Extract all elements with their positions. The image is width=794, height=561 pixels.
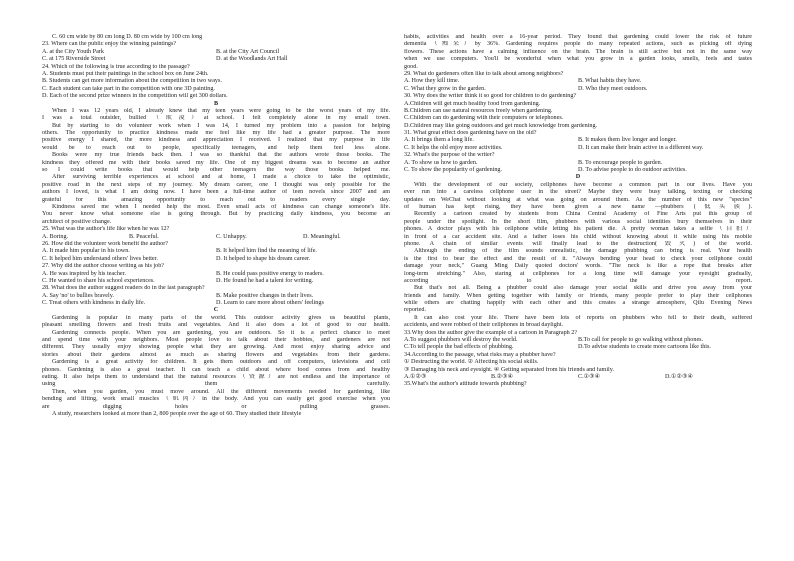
q27-options-row1 bbox=[42, 271, 390, 278]
q34-items-2: ③ Damaging his neck and eyesight. ④ Getting separated from his friends and family. bbox=[404, 366, 614, 373]
passage-line: phones. Gardening is also a great teacher. It can teach a child about where food comes from and healthy bbox=[42, 366, 390, 373]
passage-line: stories about their gardens almost as much as sharing flowers and vegetables from their gardens. bbox=[42, 351, 390, 358]
q33-options-row2 bbox=[404, 344, 752, 351]
q31-option-a[interactable]: A. It brings them a long life. bbox=[404, 137, 474, 144]
passage-d bbox=[404, 182, 752, 330]
passage-line: different. They usually enjoy showing people what they are growing. And most enjoy sharing advice and bbox=[42, 344, 390, 351]
q25-stem: 25. What was the author's life like when he was 12? bbox=[42, 226, 170, 233]
q23-stem: 23. Where can the public enjoy the winning paintings? bbox=[42, 41, 177, 48]
passage-line: Although the ending of the film sounds unrealistic, the damage phubbing can bring is real. Your health bbox=[414, 248, 752, 255]
q33-option-a[interactable]: A.To suggest phubbers will destroy the world. bbox=[404, 337, 518, 344]
passage-line: in front of a car accident site. And a father loses his child without knowing about it while using his mobile bbox=[404, 233, 752, 240]
q23-options-row1 bbox=[42, 49, 390, 56]
passage-line: architect of positive change. bbox=[42, 218, 112, 225]
q34-items-1: ① Destructing the world. ② Affecting his social skills. bbox=[404, 359, 539, 366]
q29-options-row2 bbox=[404, 86, 752, 93]
q32-option-c[interactable]: C. To show the popularity of gardening. bbox=[404, 167, 503, 174]
passage-line: Then, when you garden, you must move around. All the different movements needed for gardening, like bbox=[52, 388, 390, 395]
q27-option-a[interactable]: A. He was inspired by his teacher. bbox=[42, 270, 126, 277]
passage-line: eating. It also helps them to understand that the natural resources（资源）are not endless and the importance of bbox=[42, 373, 390, 380]
q28-option-b[interactable]: B. Make positive changes in their lives. bbox=[216, 292, 314, 299]
passage-line: so I could write books that would help other teenagers the way those books helped me. bbox=[42, 167, 390, 174]
q25-options bbox=[42, 234, 390, 241]
passage-line: using them carefully. bbox=[42, 381, 390, 388]
passage-line: phones. A doctor plays with his cellphone while letting his patient die. A pretty woman takes a selfie（自拍） bbox=[404, 226, 752, 233]
passage-line: You never know what someone else is going through. But by practicing daily kindness, you become an bbox=[42, 211, 390, 218]
passage-line: friends and family. When getting together with family or friends, many people prefer to play their cellphones bbox=[404, 292, 752, 299]
q27-option-d[interactable]: D. He found he had a talent for writing. bbox=[216, 277, 314, 284]
passage-line: and spend time with your neighbors. Most people love to talk about their hobbies, and gardeners are not bbox=[42, 337, 390, 344]
q23-option-c[interactable]: C. at 175 Riverside Street bbox=[42, 56, 106, 63]
passage-line: when we use computers. You'll be wonderful when what you grow in a garden looks, smells, feels and tastes bbox=[404, 56, 752, 63]
q31-option-d[interactable]: D. It can make their brain active in a different way. bbox=[578, 144, 704, 151]
q26-option-d[interactable]: D. It helped to shape his dream career. bbox=[216, 255, 311, 262]
q26-options-row2 bbox=[42, 256, 390, 263]
q31-option-c[interactable]: C. It helps the old enjoy more activities. bbox=[404, 144, 503, 151]
left-column bbox=[42, 34, 390, 418]
passage-line: damage your neck," Guang Ming Daily quoted doctors' words. "The neck is like a rope that breaks after bbox=[404, 263, 752, 270]
passage-line: Gardening connects people. When you are gardening, you are outdoors. So it is a perfect chance to meet bbox=[52, 329, 390, 336]
passage-line: Gardening is a great activity for children. It gets them outdoors and off computers, televisions and cell bbox=[52, 359, 390, 366]
q24-option-a[interactable]: A. Students must put their paintings in the school box on June 24th. bbox=[42, 70, 209, 77]
passage-line: good. bbox=[404, 63, 418, 70]
q30-option-b[interactable]: B.Children can use natural resources freely when gardening. bbox=[404, 107, 553, 114]
q25-option-d[interactable]: D. Meaningful. bbox=[303, 233, 341, 240]
passage-b bbox=[42, 108, 390, 226]
passage-line: bending and lifting, work small muscles（肌肉）in the body. And you can easily get good exercise when you bbox=[42, 396, 390, 403]
q26-option-b[interactable]: B. It helped him find the meaning of life. bbox=[216, 248, 317, 255]
q23-option-d[interactable]: D. at the Woodlands Art Hall bbox=[216, 56, 288, 63]
passage-c bbox=[42, 315, 390, 418]
passage-line: authors I loved, is what I am doing now. I have been a full-time author of teen novels since 2007 and am bbox=[42, 189, 390, 196]
passage-line: flowers. These actions have a calming influence on the brain. The brain is still active but not in the same way bbox=[404, 48, 752, 55]
passage-line: people under the spotlight. In the short film, phubbers with various social identities bury themselves in their bbox=[404, 218, 752, 225]
q25-option-a[interactable]: A. Boring. bbox=[42, 233, 69, 240]
q33-stem: 33.Why does the author give the example of a cartoon in Paragraph 2? bbox=[404, 329, 578, 336]
q32-option-a[interactable]: A. To show us how to garden. bbox=[404, 159, 478, 166]
passage-line: phone. A chain of similar events will finally lead to the destruction(毁灭) of the world. bbox=[404, 240, 752, 247]
passage-line: With the development of our society, cellphones have become a common part in our lives. Have you bbox=[414, 181, 752, 188]
passage-line: When I was 12 years old, I already knew that my teen years were going to be the worst years of my life. bbox=[52, 107, 390, 114]
q30-option-c[interactable]: C.Children can do gardening with their computers or telephones. bbox=[404, 115, 564, 122]
q30-stem: 30. Why does the writer think it so good for children to do gardening? bbox=[404, 93, 577, 100]
passage-line: Gardening is popular in many parts of the world. This outdoor activity gives us beautiful plants, bbox=[52, 314, 390, 321]
q28-options-row1 bbox=[42, 293, 390, 300]
passage-line: But by starting to do volunteer work when I was 14, I turned my problem into a passion for helping bbox=[52, 122, 390, 129]
q32-options-row1 bbox=[404, 160, 752, 167]
passage-line: grateful for this amazing opportunity to reach out to readers every single day. bbox=[42, 196, 390, 203]
passage-line: updates on WeChat without looking at what was going on around them. As the number of this new "species" bbox=[404, 196, 752, 203]
q26-option-c[interactable]: C. It helped him understand others' lives better. bbox=[42, 255, 158, 262]
q31-options-row1 bbox=[404, 137, 752, 144]
q23-option-b[interactable]: B. at the City Art Council bbox=[216, 48, 280, 55]
passage-line: is the first to bear the effect and the result of it. "Always bending your head to check your cellphone could bbox=[404, 255, 752, 262]
q29-option-d[interactable]: D. Who they meet outdoors. bbox=[578, 85, 648, 92]
q33-option-d[interactable]: D.To advise students to create more cartoons like this. bbox=[578, 344, 711, 351]
q31-stem: 31. What great effect does gardening have on the old? bbox=[404, 130, 537, 137]
passage-line: positive road in the next steps of my journey. My dream career, one I thought was only possible for the bbox=[42, 181, 390, 188]
passage-line: After surviving terrible experiences at school and at home, I made a choice to take the optimistic, bbox=[52, 174, 390, 181]
q26-options-row1 bbox=[42, 248, 390, 255]
q34-stem: 34.According to the passage, what risks may a phubber have? bbox=[404, 351, 556, 358]
passage-line: ever run into a careless cellphone user in the street? Maybe they were busy talking, texting or checking bbox=[404, 189, 752, 196]
q31-option-b[interactable]: B. It makes them live longer and longer. bbox=[578, 137, 677, 144]
q34-option-b[interactable]: B.②③④ bbox=[491, 373, 514, 380]
q29-options-row1 bbox=[404, 78, 752, 85]
passage-line: Recently a cartoon created by students from China Central Academy of Fine Arts put this group of bbox=[414, 211, 752, 218]
q29-option-b[interactable]: B. What habits they have. bbox=[578, 78, 642, 85]
passage-line: A study, researchers looked at more than 2, 800 people over the age of 60. They studied their lifestyle bbox=[52, 410, 302, 417]
passage-line: reported. bbox=[404, 307, 426, 314]
passage-line: kindness they offered me with their books saved my life. One of my biggest dreams was to become an author bbox=[42, 159, 390, 166]
q24-option-b[interactable]: B. Students can get more information about the competition in two ways. bbox=[42, 78, 222, 85]
passage-line: pleasant smelling flowers and fresh fruits and vegetables. And it also does a lot of good to our health. bbox=[42, 322, 390, 329]
q34-option-a[interactable]: A.①②③ bbox=[404, 373, 427, 380]
q28-stem: 28. What does the author suggest readers do in the last paragraph? bbox=[42, 285, 205, 292]
q28-option-d[interactable]: D. Learn to care more about others' feelings bbox=[216, 300, 324, 307]
q30-option-a[interactable]: A.Children will get much healthy food from gardening. bbox=[404, 100, 541, 107]
passage-line: are digging holes or pulling grasses. bbox=[42, 403, 390, 410]
passage-line: Kindness saved me when I needed help the most. Even small acts of kindness can change someone's life. bbox=[52, 203, 390, 210]
q32-option-b[interactable]: B. To encourage people to garden. bbox=[578, 159, 663, 166]
passage-line: according to the report. bbox=[404, 277, 752, 284]
q34-option-c[interactable]: C.①③④ bbox=[578, 373, 601, 380]
q35-stem: 35.What's the author's attitude towards phubbing? bbox=[404, 381, 527, 388]
passage-line: accidents, and were robbed of their cellphones in broad daylight. bbox=[404, 322, 564, 329]
q33-option-b[interactable]: B.To call for people to go walking without phones. bbox=[578, 337, 704, 344]
q28-option-c[interactable]: C. Treat others with kindness in daily life. bbox=[42, 300, 146, 307]
q27-option-b[interactable]: B. He could pass positive energy to readers. bbox=[216, 270, 324, 277]
q28-options-row2 bbox=[42, 300, 390, 307]
passage-line: would be to reach out to people, specifically teenagers, and help them feel less alone. bbox=[42, 144, 390, 151]
q24-stem: 24. Which of the following is true according to the passage? bbox=[42, 63, 190, 70]
passage-line: habits, activities and health over a 16-year period. They found that gardening could lower the risk of future bbox=[404, 34, 752, 40]
q31-options-row2 bbox=[404, 145, 752, 152]
passage-line: Books were my true friends back then. I was so thankful that the authors wrote those books. The bbox=[52, 152, 390, 159]
q27-option-c[interactable]: C. He wanted to share his school experiences. bbox=[42, 277, 155, 284]
q24-option-d[interactable]: D. Each of the second prize winners in the competition will get 300 dollars. bbox=[42, 93, 228, 100]
section-c-heading: C bbox=[213, 307, 219, 314]
q27-stem: 27. Why did the author choose writing as his job? bbox=[42, 263, 164, 270]
passage-line: It can also cost your life. There have been lots of reports on phubbers who fell to their death, suffered bbox=[414, 314, 752, 321]
passage-line: But that's not all. Being a phubber could also damage your social skills and drive you away from your bbox=[414, 285, 752, 292]
q34-options bbox=[404, 374, 752, 381]
q29-option-c[interactable]: C. What they grow in the garden. bbox=[404, 85, 486, 92]
q26-stem: 26. How did the volunteer work benefit the author? bbox=[42, 240, 169, 247]
q30-option-d[interactable]: D.Children may like going outdoors and get much knowledge from gardening. bbox=[404, 122, 598, 129]
passage-line: of human has kept rising, they have been given a new name —phubbers (低头族). bbox=[404, 203, 752, 210]
q32-options-row2 bbox=[404, 167, 752, 174]
q24-option-c[interactable]: C. Each student can take part in the competition with one 3D painting. bbox=[42, 85, 215, 92]
q28-option-a[interactable]: A. Say 'no' to bullies bravely. bbox=[42, 292, 114, 299]
q29-option-a[interactable]: A. How they kill time. bbox=[404, 78, 460, 85]
q23-options-row2 bbox=[42, 56, 390, 63]
q32-stem: 32. What's the purpose of the writer? bbox=[404, 152, 495, 159]
passage-line: long-term stretching." Also, staring at cellphones for a long time will damage your eyesight gradually, bbox=[404, 270, 752, 277]
passage-line: positive energy I shared, the more kindness and appreciation I received. I realized that my purpose in life bbox=[42, 137, 390, 144]
q32-option-d[interactable]: D. To advise people to do outdoor activities. bbox=[578, 167, 687, 174]
q29-stem: 29. What do gardeners often like to talk about among neighbors? bbox=[404, 70, 564, 77]
q25-option-b[interactable]: B. Peaceful. bbox=[129, 233, 159, 240]
passage-line: dementia（痴呆）by 36%. Gardening requires people do many repeated actions, such as picking off dying bbox=[404, 41, 752, 48]
section-b-heading: B bbox=[213, 100, 219, 107]
q23-option-a[interactable]: A. at the City Youth Park bbox=[42, 48, 104, 55]
q27-options-row2 bbox=[42, 278, 390, 285]
passage-line: others. The opportunity to practice kindness made me feel like my life had a greater purpose. The more bbox=[42, 130, 390, 137]
passage-line: I was a total outsider, bullied（欺凌）at school. I felt completely alone in my small town. bbox=[42, 115, 390, 122]
q33-option-c[interactable]: C.To tell people the bad effects of phubbing. bbox=[404, 344, 514, 351]
passage-line: while others are chatting happily with each other and this creates a strange atmosphere, Qilu Evening News bbox=[404, 300, 752, 307]
q25-option-c[interactable]: C. Unhappy. bbox=[216, 233, 247, 240]
q22-options-tail: C. 60 cm wide by 80 cm long D. 80 cm wide by 100 cm long bbox=[52, 34, 203, 40]
section-d-heading: D bbox=[575, 174, 581, 181]
q34-option-d[interactable]: D.①②③④ bbox=[665, 373, 693, 380]
passage-c-continued bbox=[404, 34, 752, 71]
right-column bbox=[404, 34, 752, 389]
q26-option-a[interactable]: A. It made him popular in his town. bbox=[42, 248, 130, 255]
